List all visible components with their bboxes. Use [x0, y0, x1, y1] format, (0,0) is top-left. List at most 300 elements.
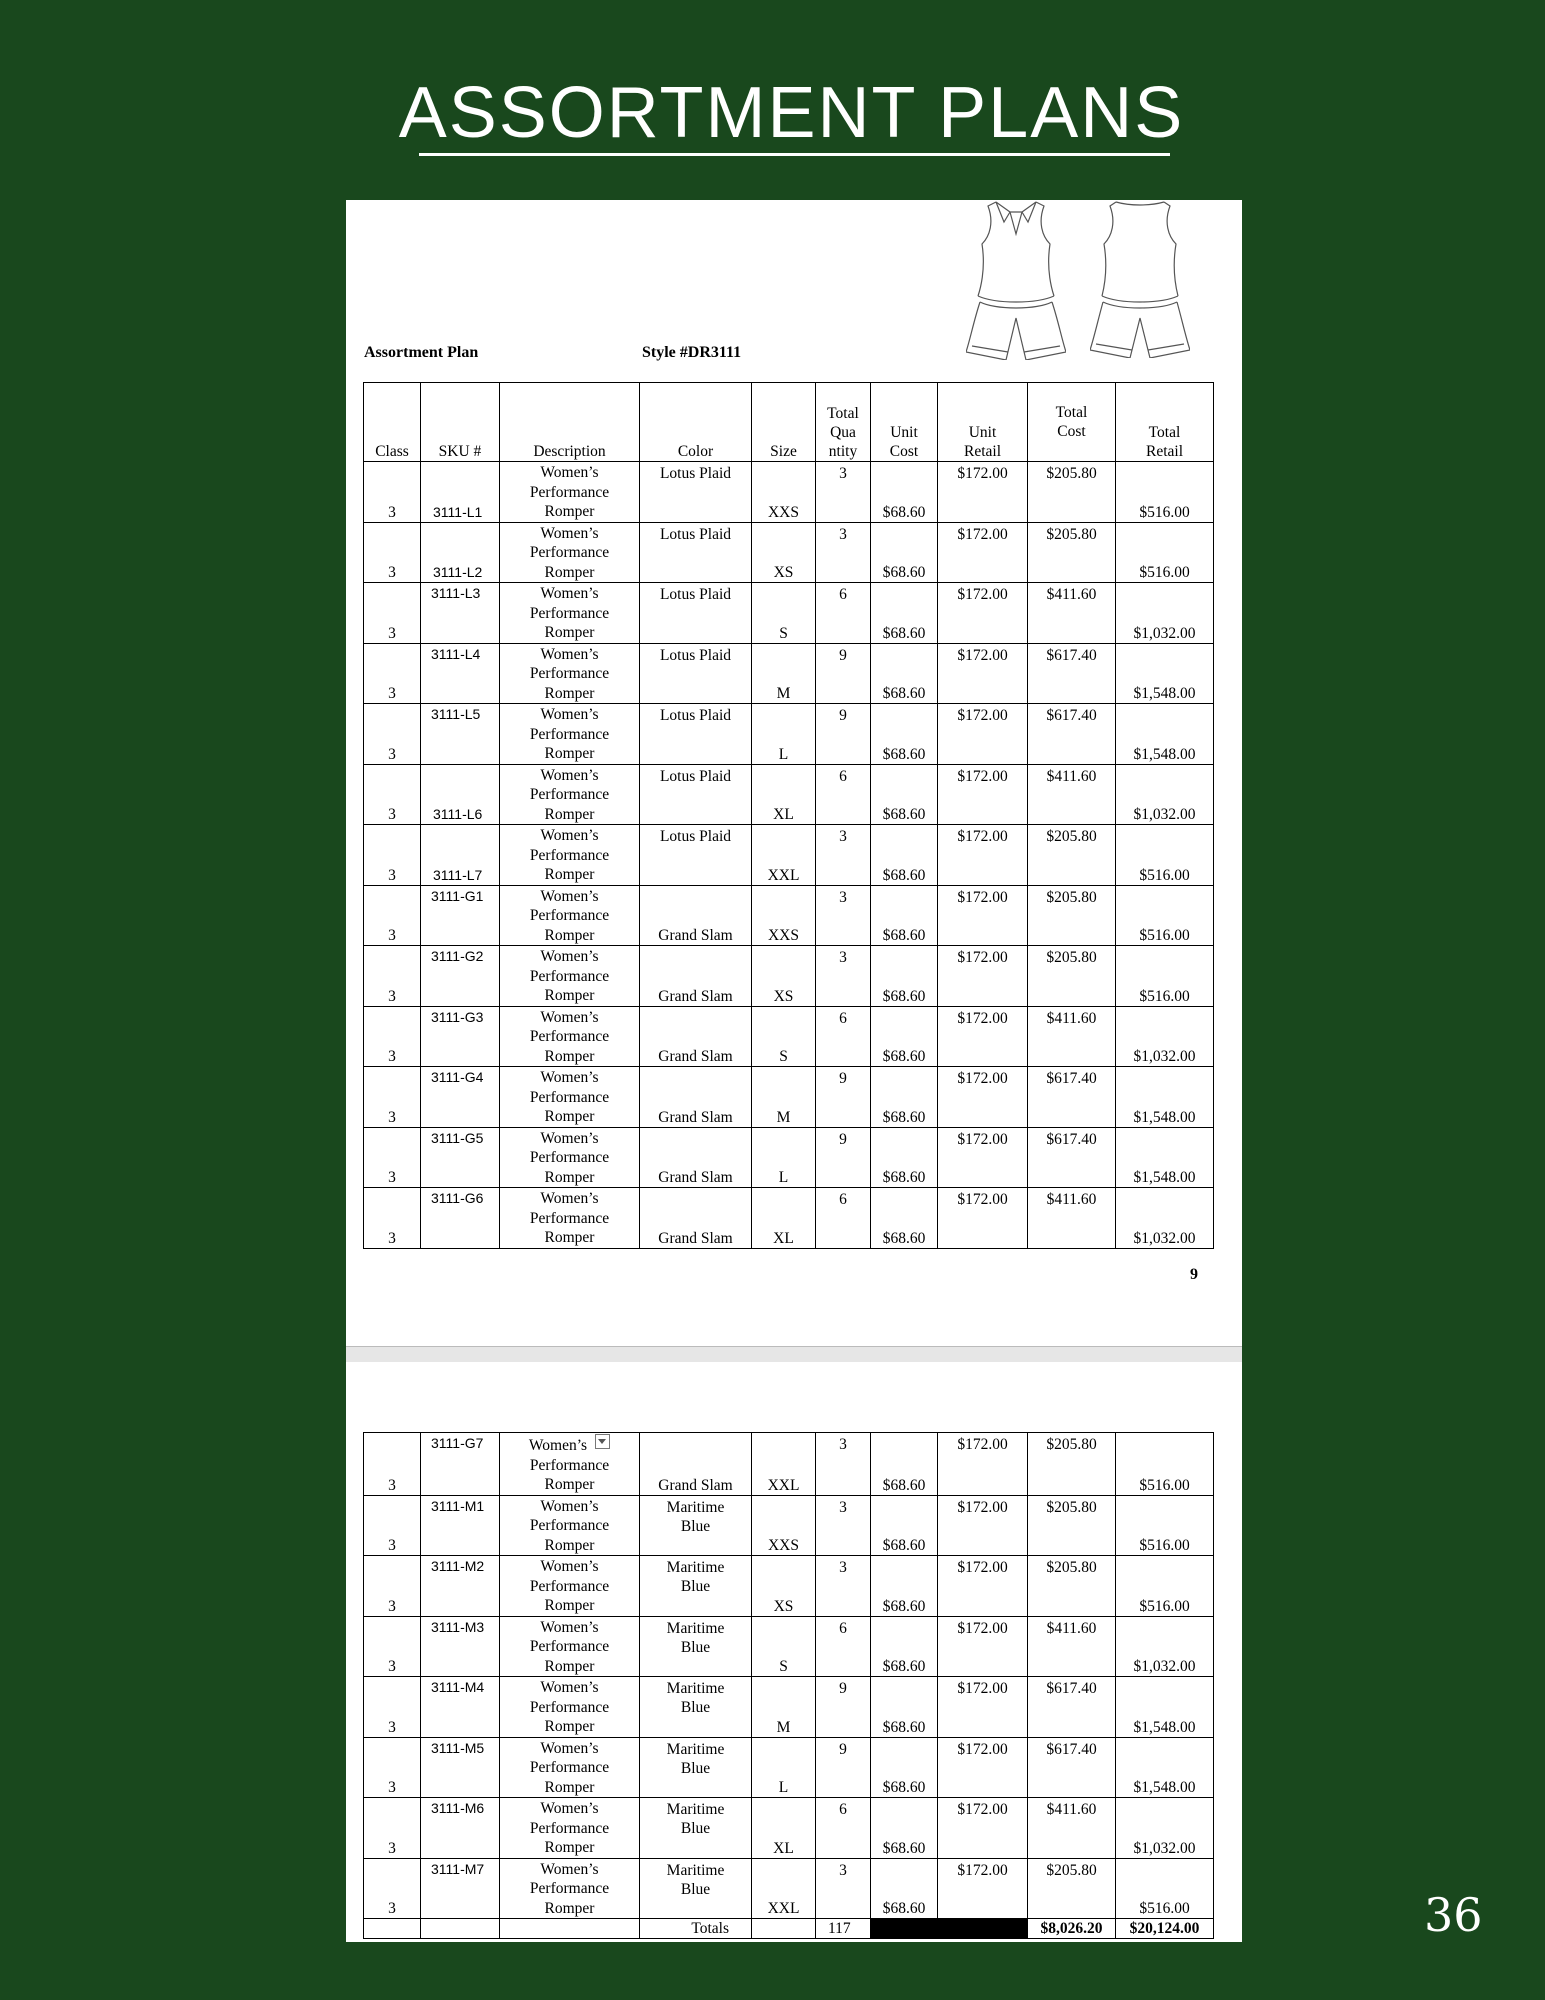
sku-cell [421, 1556, 500, 1617]
total-cost-value: $205.80 [1046, 465, 1097, 482]
size-cell [752, 1677, 816, 1738]
total-retail-value: $1,032.00 [1133, 624, 1196, 642]
total-cost-value: $617.40 [1046, 1070, 1097, 1087]
table-row [364, 825, 1214, 886]
unit-cost-value: $68.60 [882, 987, 926, 1005]
class-cell [364, 1006, 421, 1067]
total-retail-value: $1,032.00 [1133, 806, 1196, 823]
sku-value: 3111-M6 [431, 1800, 485, 1816]
sku-cell [421, 1677, 500, 1738]
total-cost-cell [1028, 946, 1116, 1007]
col-header-line: Retail [1145, 443, 1184, 460]
unit-cost-cell [871, 522, 938, 583]
sku-cell [421, 1006, 500, 1067]
class-value: 3 [388, 1229, 396, 1247]
quantity-cell [816, 1188, 871, 1249]
unit-retail-value: $172.00 [957, 949, 1008, 966]
sku-cell [421, 1737, 500, 1798]
sku-value: 3111-M7 [431, 1860, 485, 1877]
color-cell [640, 583, 752, 644]
quantity-value: 3 [839, 828, 847, 845]
description-line: Romper [544, 987, 595, 1004]
description-line: Women’s [540, 1558, 599, 1575]
unit-retail-value: $172.00 [957, 1191, 1008, 1208]
quantity-value: 3 [839, 465, 847, 482]
class-cell [364, 1556, 421, 1617]
unit-cost-cell [871, 643, 938, 704]
description-cell [500, 1556, 640, 1617]
quantity-cell [816, 1067, 871, 1128]
total-retail-cell [1116, 1798, 1214, 1859]
dropdown-arrow-icon[interactable] [595, 1434, 610, 1449]
class-cell [364, 1433, 421, 1496]
totals-row [364, 1919, 1214, 1939]
description-line: Romper [544, 684, 595, 702]
unit-retail-cell [938, 1677, 1028, 1738]
description-line: Romper [544, 1718, 595, 1735]
total-cost-value: $205.80 [1046, 1436, 1097, 1453]
sku-value: 3111-G2 [431, 948, 484, 964]
total-cost-value: $205.80 [1046, 888, 1097, 906]
totals-blackout-cell [938, 1919, 1028, 1939]
description-value [502, 1067, 637, 1127]
quantity-cell [816, 1616, 871, 1677]
class-cell [364, 1067, 421, 1128]
total-retail-value: $1,548.00 [1133, 1718, 1196, 1736]
class-value: 3 [388, 1658, 396, 1675]
col-header-line: Total [1148, 424, 1181, 441]
unit-cost-value: $68.60 [882, 1476, 926, 1494]
description-cell [500, 1858, 640, 1919]
class-value: 3 [388, 503, 396, 521]
unit-retail-cell [938, 1798, 1028, 1859]
size-value: XXL [767, 1476, 800, 1494]
description-value [502, 886, 637, 946]
unit-retail-cell [938, 1188, 1028, 1249]
col-header-line: ntity [828, 443, 858, 460]
unit-cost-cell [871, 1737, 938, 1798]
description-line: Performance [529, 1759, 610, 1776]
total-retail-cell [1116, 1006, 1214, 1067]
unit-retail-value: $172.00 [957, 586, 1008, 603]
color-value: Maritime Blue [666, 1680, 725, 1716]
description-line: Performance [529, 1209, 610, 1227]
description-cell [500, 462, 640, 523]
quantity-value: 9 [839, 646, 847, 664]
size-value: XXS [767, 927, 799, 944]
class-cell [364, 1495, 421, 1556]
quantity-value: 6 [839, 586, 847, 603]
color-value: Grand Slam [658, 987, 733, 1005]
class-cell [364, 1677, 421, 1738]
description-line: Women’s [540, 1800, 599, 1817]
sku-cell [421, 583, 500, 644]
table-header-row [364, 383, 1214, 462]
description-line: Romper [544, 624, 595, 641]
total-cost-value: $205.80 [1046, 1498, 1097, 1516]
description-cell [500, 1616, 640, 1677]
unit-cost-value: $68.60 [882, 806, 926, 823]
description-first-line [502, 1434, 637, 1456]
total-cost-value: $411.60 [1046, 1801, 1097, 1818]
size-cell [752, 1067, 816, 1128]
sku-value: 3111-G5 [431, 1129, 484, 1146]
size-cell [752, 946, 816, 1007]
size-value: XXL [767, 866, 800, 884]
quantity-cell [816, 946, 871, 1007]
size-value: M [776, 1108, 791, 1126]
col-header-color: Color [640, 383, 752, 462]
unit-cost-value: $68.60 [882, 1108, 926, 1126]
unit-cost-cell [871, 825, 938, 886]
quantity-cell [816, 583, 871, 644]
class-cell [364, 462, 421, 523]
unit-retail-value: $172.00 [957, 1740, 1008, 1758]
description-cell [500, 1067, 640, 1128]
total-retail-cell [1116, 1677, 1214, 1738]
unit-cost-value: $68.60 [882, 503, 926, 521]
table-row [364, 764, 1214, 825]
size-value: M [776, 685, 791, 702]
size-cell [752, 522, 816, 583]
unit-cost-cell [871, 1677, 938, 1738]
sku-value: 3111-L1 [433, 503, 483, 520]
description-line: Women’s [540, 1497, 599, 1515]
color-cell [640, 1433, 752, 1496]
unit-cost-cell [871, 1006, 938, 1067]
class-value: 3 [388, 685, 396, 702]
class-cell [364, 764, 421, 825]
size-value: XXL [767, 1900, 800, 1917]
total-cost-cell [1028, 643, 1116, 704]
sku-cell [421, 1433, 500, 1496]
color-cell [640, 825, 752, 886]
color-value: Grand Slam [658, 1476, 733, 1494]
description-line: Women’s [540, 887, 599, 905]
total-retail-cell [1116, 522, 1214, 583]
unit-retail-cell [938, 1127, 1028, 1188]
total-retail-value: $516.00 [1139, 503, 1190, 521]
total-cost-cell [1028, 462, 1116, 523]
col-header-unit-cost [871, 383, 938, 462]
total-retail-cell [1116, 1495, 1214, 1556]
description-cell [500, 1737, 640, 1798]
unit-retail-cell [938, 1006, 1028, 1067]
description-line: Women’s [540, 1860, 599, 1878]
sku-cell [421, 462, 500, 523]
class-value: 3 [388, 806, 396, 823]
unit-cost-cell [871, 764, 938, 825]
assortment-table-page-2 [363, 1432, 1214, 1939]
col-header-description: Description [500, 383, 640, 462]
description-line: Women’s [540, 948, 599, 965]
unit-retail-value: $172.00 [957, 1619, 1008, 1637]
quantity-value: 6 [839, 1619, 847, 1637]
description-cell [500, 1798, 640, 1859]
description-line: Romper [544, 1229, 595, 1246]
size-cell [752, 1006, 816, 1067]
total-cost-value: $411.60 [1046, 1191, 1097, 1208]
total-cost-value: $617.40 [1046, 707, 1097, 724]
sku-value: 3111-L2 [433, 564, 483, 580]
color-cell [640, 704, 752, 765]
total-cost-cell [1028, 704, 1116, 765]
slide-number: 36 [1424, 1888, 1483, 1942]
total-retail-value: $1,032.00 [1133, 1658, 1196, 1675]
description-line: Performance [529, 1880, 610, 1897]
unit-cost-cell [871, 1556, 938, 1617]
totals-total-cost: $8,026.20 [1028, 1919, 1116, 1939]
class-value: 3 [388, 1900, 396, 1917]
description-line: Performance [529, 725, 610, 743]
quantity-cell [816, 522, 871, 583]
sku-value: 3111-L4 [431, 645, 481, 662]
description-line: Performance [529, 1088, 610, 1106]
class-cell [364, 1858, 421, 1919]
quantity-cell [816, 1127, 871, 1188]
unit-cost-cell [871, 583, 938, 644]
quantity-value: 3 [839, 1861, 847, 1879]
quantity-cell [816, 1858, 871, 1919]
unit-retail-cell [938, 462, 1028, 523]
color-cell [640, 1006, 752, 1067]
unit-retail-cell [938, 946, 1028, 1007]
size-cell [752, 885, 816, 946]
table-row [364, 1677, 1214, 1738]
unit-cost-value: $68.60 [882, 1597, 926, 1615]
col-header-total-cost [1028, 383, 1116, 462]
description-value [502, 1496, 637, 1556]
color-value: Grand Slam [658, 927, 733, 944]
unit-retail-value: $172.00 [957, 1861, 1008, 1879]
description-line: Performance [529, 1577, 610, 1595]
description-cell [500, 1495, 640, 1556]
total-retail-cell [1116, 704, 1214, 765]
description-line: Romper [544, 1899, 595, 1917]
unit-cost-cell [871, 885, 938, 946]
total-retail-value: $1,032.00 [1133, 1839, 1196, 1857]
quantity-value: 3 [839, 949, 847, 966]
unit-cost-value: $68.60 [882, 1900, 926, 1917]
unit-cost-value: $68.60 [882, 1169, 926, 1186]
document-page-number: 9 [1190, 1266, 1198, 1283]
class-cell [364, 583, 421, 644]
description-line: Women’s [528, 1437, 588, 1454]
quantity-cell [816, 1798, 871, 1859]
unit-cost-cell [871, 704, 938, 765]
sku-value: 3111-M3 [431, 1618, 485, 1635]
color-cell [640, 462, 752, 523]
total-retail-cell [1116, 946, 1214, 1007]
total-cost-cell [1028, 1188, 1116, 1249]
description-cell [500, 1127, 640, 1188]
col-header-class: Class [364, 383, 421, 462]
color-cell [640, 1188, 752, 1249]
class-cell [364, 522, 421, 583]
class-cell [364, 1798, 421, 1859]
total-cost-cell [1028, 583, 1116, 644]
sku-cell [421, 1067, 500, 1128]
total-cost-cell [1028, 764, 1116, 825]
totals-quantity: 117 [816, 1919, 871, 1939]
description-value [502, 1677, 637, 1737]
total-retail-cell [1116, 825, 1214, 886]
unit-cost-cell [871, 946, 938, 1007]
description-cell [500, 1677, 640, 1738]
description-line: Women’s [540, 1069, 599, 1086]
color-cell [640, 1556, 752, 1617]
class-value: 3 [388, 1108, 396, 1126]
total-retail-cell [1116, 1188, 1214, 1249]
sku-cell [421, 1798, 500, 1859]
color-cell [640, 522, 752, 583]
description-value [502, 1433, 637, 1495]
description-line: Performance [529, 604, 610, 622]
unit-retail-cell [938, 704, 1028, 765]
unit-cost-value: $68.60 [882, 927, 926, 944]
class-value: 3 [388, 1169, 396, 1186]
unit-retail-value: $172.00 [957, 1009, 1008, 1027]
total-retail-value: $1,548.00 [1133, 685, 1196, 702]
unit-cost-value: $68.60 [882, 1779, 926, 1796]
totals-total-retail: $20,124.00 [1116, 1919, 1214, 1939]
sku-value: 3111-G1 [431, 887, 484, 904]
table-row [364, 885, 1214, 946]
total-cost-value: $617.40 [1046, 1680, 1097, 1697]
class-cell [364, 1188, 421, 1249]
total-cost-value: $411.60 [1046, 767, 1097, 785]
sku-cell [421, 1495, 500, 1556]
description-line: Romper [544, 1047, 595, 1065]
class-value: 3 [388, 564, 396, 581]
table-row [364, 1556, 1214, 1617]
total-retail-cell [1116, 885, 1214, 946]
unit-retail-cell [938, 885, 1028, 946]
page-title: ASSORTMENT PLANS [398, 73, 1185, 153]
unit-retail-value: $172.00 [957, 1559, 1008, 1576]
total-cost-value: $205.80 [1046, 525, 1097, 543]
size-value: XS [773, 987, 794, 1005]
class-value: 3 [388, 745, 396, 763]
size-value: XL [773, 806, 794, 823]
unit-cost-cell [871, 1616, 938, 1677]
color-cell [640, 885, 752, 946]
total-cost-cell [1028, 1616, 1116, 1677]
description-line: Performance [529, 1149, 610, 1166]
description-line: Performance [529, 846, 610, 864]
description-line: Women’s [540, 524, 599, 542]
description-cell [500, 1006, 640, 1067]
unit-retail-value: $172.00 [957, 707, 1008, 724]
quantity-cell [816, 1433, 871, 1496]
style-number-label: Style #DR3111 [642, 344, 742, 361]
col-header-size: Size [752, 383, 816, 462]
unit-retail-value: $172.00 [957, 525, 1008, 543]
unit-cost-value: $68.60 [882, 1718, 926, 1736]
color-cell [640, 643, 752, 704]
unit-cost-cell [871, 1188, 938, 1249]
col-header-line: Total [827, 405, 859, 422]
total-retail-value: $516.00 [1139, 866, 1190, 884]
sku-cell [421, 1858, 500, 1919]
quantity-value: 3 [839, 525, 847, 543]
description-value [502, 1188, 637, 1248]
description-value [502, 1859, 637, 1919]
description-line: Performance [529, 786, 610, 803]
unit-cost-value: $68.60 [882, 866, 926, 884]
quantity-value: 3 [839, 888, 847, 906]
description-line: Performance [529, 1819, 610, 1837]
unit-cost-value: $68.60 [882, 624, 926, 642]
size-cell [752, 643, 816, 704]
size-value: S [779, 1048, 788, 1065]
unit-retail-cell [938, 1616, 1028, 1677]
quantity-value: 6 [839, 1009, 847, 1027]
quantity-value: 6 [839, 1801, 847, 1818]
total-cost-value: $205.80 [1046, 828, 1097, 845]
total-cost-cell [1028, 1798, 1116, 1859]
total-retail-cell [1116, 462, 1214, 523]
size-cell [752, 1188, 816, 1249]
unit-cost-value: $68.60 [882, 1537, 926, 1554]
class-value: 3 [388, 1718, 396, 1736]
sku-cell [421, 946, 500, 1007]
color-cell [640, 946, 752, 1007]
description-line: Romper [544, 926, 595, 944]
total-retail-value: $516.00 [1139, 987, 1190, 1005]
unit-retail-cell [938, 825, 1028, 886]
sku-cell [421, 522, 500, 583]
size-cell [752, 704, 816, 765]
description-cell [500, 1433, 640, 1496]
table-row [364, 1188, 1214, 1249]
description-value [502, 825, 637, 885]
table-row [364, 704, 1214, 765]
quantity-value: 9 [839, 1070, 847, 1087]
description-line: Women’s [540, 1008, 599, 1026]
unit-cost-value: $68.60 [882, 1839, 926, 1857]
unit-cost-cell [871, 1495, 938, 1556]
quantity-value: 3 [839, 1436, 847, 1453]
unit-cost-value: $68.60 [882, 1658, 926, 1675]
unit-cost-cell [871, 1067, 938, 1128]
color-value: Lotus Plaid [659, 465, 732, 482]
total-retail-cell [1116, 1556, 1214, 1617]
color-value: Grand Slam [658, 1108, 733, 1126]
total-cost-cell [1028, 825, 1116, 886]
color-cell [640, 1616, 752, 1677]
quantity-value: 9 [839, 1680, 847, 1697]
total-retail-cell [1116, 1127, 1214, 1188]
color-value: Grand Slam [658, 1048, 733, 1065]
class-value: 3 [388, 866, 396, 884]
unit-retail-cell [938, 643, 1028, 704]
size-value: XL [773, 1229, 794, 1247]
col-header-total-quantity [816, 383, 871, 462]
description-line: Romper [544, 1597, 595, 1614]
color-value: Lotus Plaid [659, 525, 732, 543]
total-retail-value: $516.00 [1139, 927, 1190, 944]
size-cell [752, 1858, 816, 1919]
description-line: Romper [544, 1536, 595, 1554]
sku-cell [421, 1127, 500, 1188]
totals-empty-cell [364, 1919, 421, 1939]
table-row [364, 1798, 1214, 1859]
unit-cost-cell [871, 462, 938, 523]
total-cost-cell [1028, 1556, 1116, 1617]
color-cell [640, 764, 752, 825]
romper-front-sketch-icon [966, 200, 1066, 360]
